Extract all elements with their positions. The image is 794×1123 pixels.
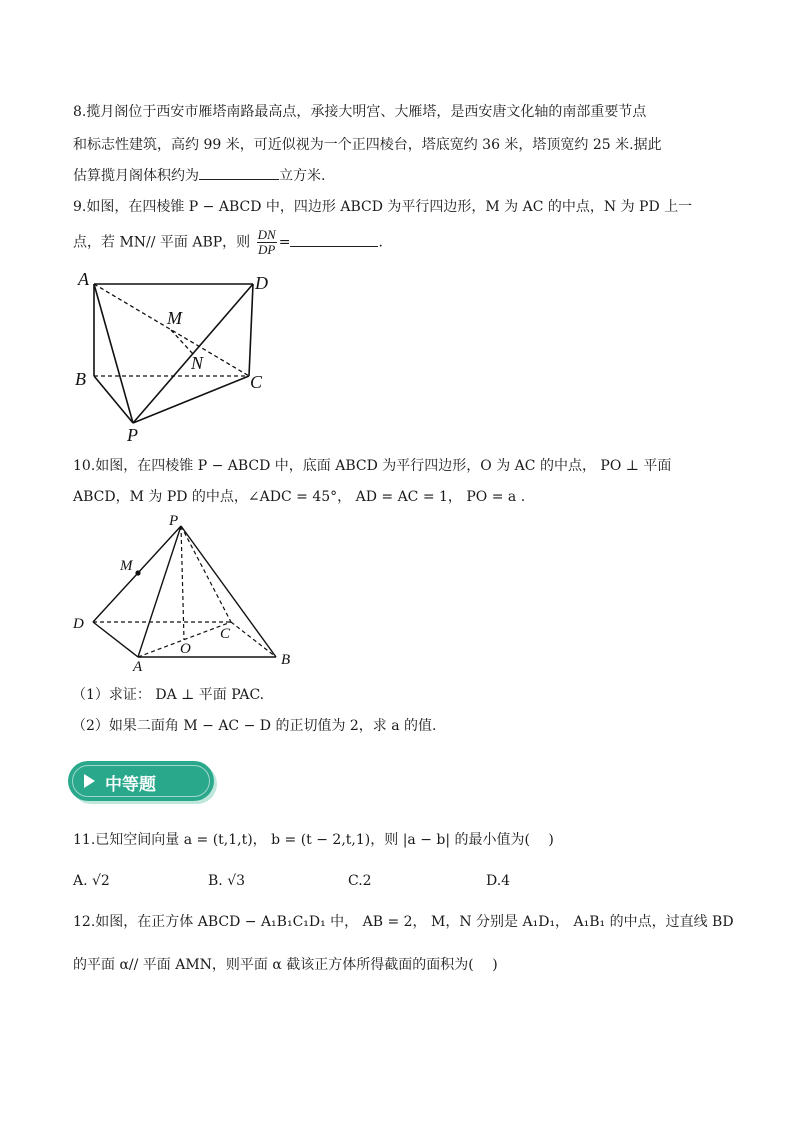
section-badge-medium [68, 761, 214, 801]
q9-pyramid-figure [70, 268, 280, 446]
q10-part-1: （1）求证： DA ⊥ 平面 PAC. [72, 687, 265, 703]
q8-line-1: 8.揽月阁位于西安市雁塔南路最高点，承接大明宫、大雁塔，是西安唐文化轴的南部重要节点 [73, 104, 647, 120]
q10-pyramid-figure [70, 512, 300, 674]
q9-label-A: A [78, 269, 89, 289]
q11-option-d[interactable]: D.4 [486, 873, 511, 889]
q12-line-2: 的平面 α// 平面 AMN，则平面 α 截该正方体所得截面的面积为( ) [73, 957, 498, 973]
q9-answer-blank[interactable] [290, 232, 378, 247]
q9-line-1: 9.如图，在四棱锥 P − ABCD 中，四边形 ABCD 为平行四边形，M 为 AC 的中点，N 为 PD 上一 [73, 199, 693, 215]
q10-label-C: C [220, 626, 231, 642]
q12-line-1: 12.如图，在正方体 ABCD − A₁B₁C₁D₁ 中， AB = 2， M，N 分别是 A₁D₁， A₁B₁ 的中点，过直线 BD [73, 914, 734, 930]
q9-fraction [257, 228, 277, 257]
q8-line-3-unit: 立方米. [279, 168, 326, 184]
q9-fraction-denominator: DP [258, 242, 276, 257]
q10-part-2: （2）如果二面角 M − AC − D 的正切值为 2，求 a 的值. [72, 718, 437, 734]
q8-answer-blank[interactable] [199, 165, 279, 180]
q10-line-2: ABCD，M 为 PD 的中点，∠ADC = 45°， AD = AC = 1， PO = a . [73, 489, 526, 505]
q9-period: . [378, 234, 383, 251]
play-icon [84, 774, 95, 788]
q9-fraction-numerator: DN [257, 227, 276, 242]
q8-line-3 [73, 165, 325, 186]
q8-line-3-text: 估算揽月阁体积约为 [73, 168, 199, 184]
q10-label-P: P [169, 513, 179, 529]
q11-option-c[interactable]: C.2 [348, 873, 372, 889]
q10-label-A: A [133, 659, 143, 674]
q9-line-2-text: 点，若 MN// 平面 ABP，则 [73, 234, 251, 251]
q10-label-M: M [120, 558, 133, 574]
q8-line-2: 和标志性建筑，高约 99 米，可近似视为一个正四棱台，塔底宽约 36 米，塔顶宽约 25 米.据此 [73, 137, 662, 153]
q11-option-b[interactable]: B. √3 [208, 873, 246, 889]
q10-label-O: O [180, 641, 191, 657]
q9-label-B: B [75, 369, 86, 389]
q9-label-D: D [255, 273, 268, 293]
q10-line-1: 10.如图，在四棱锥 P − ABCD 中，底面 ABCD 为平行四边形，O 为 AC 的中点， PO ⊥ 平面 [73, 458, 672, 474]
q11-stem: 11.已知空间向量 a = (t,1,t)， b = (t − 2,t,1)，则 |a − b| 的最小值为( ) [73, 832, 554, 848]
q9-equals: = [278, 234, 291, 251]
q9-label-P: P [127, 425, 138, 445]
q10-label-D: D [73, 616, 84, 632]
q9-line-2 [73, 228, 383, 257]
q9-label-N: N [191, 353, 204, 373]
section-badge-label: 中等题 [105, 775, 156, 795]
q11-option-a[interactable]: A. √2 [73, 873, 110, 889]
q10-label-B: B [281, 652, 291, 668]
q9-label-C: C [250, 372, 263, 392]
q9-label-M: M [167, 308, 182, 328]
